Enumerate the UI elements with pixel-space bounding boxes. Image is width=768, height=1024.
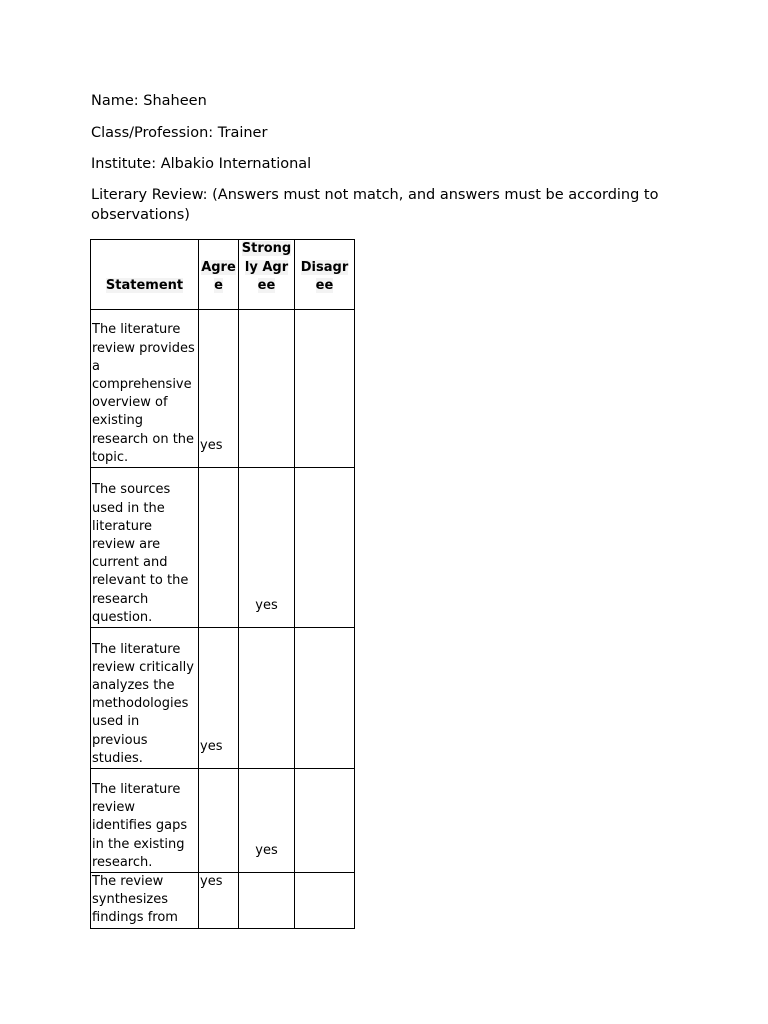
statement-cell: The review synthesizes findings from	[91, 873, 199, 929]
disagree-cell	[295, 628, 355, 769]
agree-cell	[199, 769, 239, 873]
table-header-row	[91, 240, 355, 310]
disagree-cell	[295, 769, 355, 873]
class-profession-line: Class/Profession: Trainer	[91, 125, 268, 141]
institute-line: Institute: Albakio International	[91, 156, 312, 172]
header-agree: Agree	[199, 240, 239, 310]
table-row	[91, 468, 355, 628]
statement-cell: The sources used in the literature review are current and relevant to the research question.	[91, 468, 199, 628]
header-statement: Statement	[91, 240, 199, 310]
disagree-cell	[295, 873, 355, 929]
strongly-agree-cell: yes	[239, 468, 295, 628]
strongly-agree-cell	[239, 628, 295, 769]
statement-cell: The literature review identifies gaps in the existing research.	[91, 769, 199, 873]
survey-table	[90, 239, 355, 929]
table-row	[91, 310, 355, 468]
disagree-cell	[295, 310, 355, 468]
header-strongly-agree: Strongly Agree	[239, 240, 295, 310]
agree-cell: yes	[199, 628, 239, 769]
agree-cell: yes	[199, 310, 239, 468]
literary-review-line: Literary Review: (Answers must not match, and answers must be according to observations)	[91, 187, 659, 223]
strongly-agree-cell	[239, 873, 295, 929]
statement-cell: The literature review provides a comprehensive overview of existing research on the topic.	[91, 310, 199, 468]
strongly-agree-cell	[239, 310, 295, 468]
table-row	[91, 873, 355, 929]
statement-cell: The literature review critically analyzes the methodologies used in previous studies.	[91, 628, 199, 769]
disagree-cell	[295, 468, 355, 628]
agree-cell	[199, 468, 239, 628]
name-line: Name: Shaheen	[91, 93, 207, 109]
table-row	[91, 628, 355, 769]
header-disagree: Disagree	[295, 240, 355, 310]
agree-cell: yes	[199, 873, 239, 929]
table-row	[91, 769, 355, 873]
strongly-agree-cell: yes	[239, 769, 295, 873]
